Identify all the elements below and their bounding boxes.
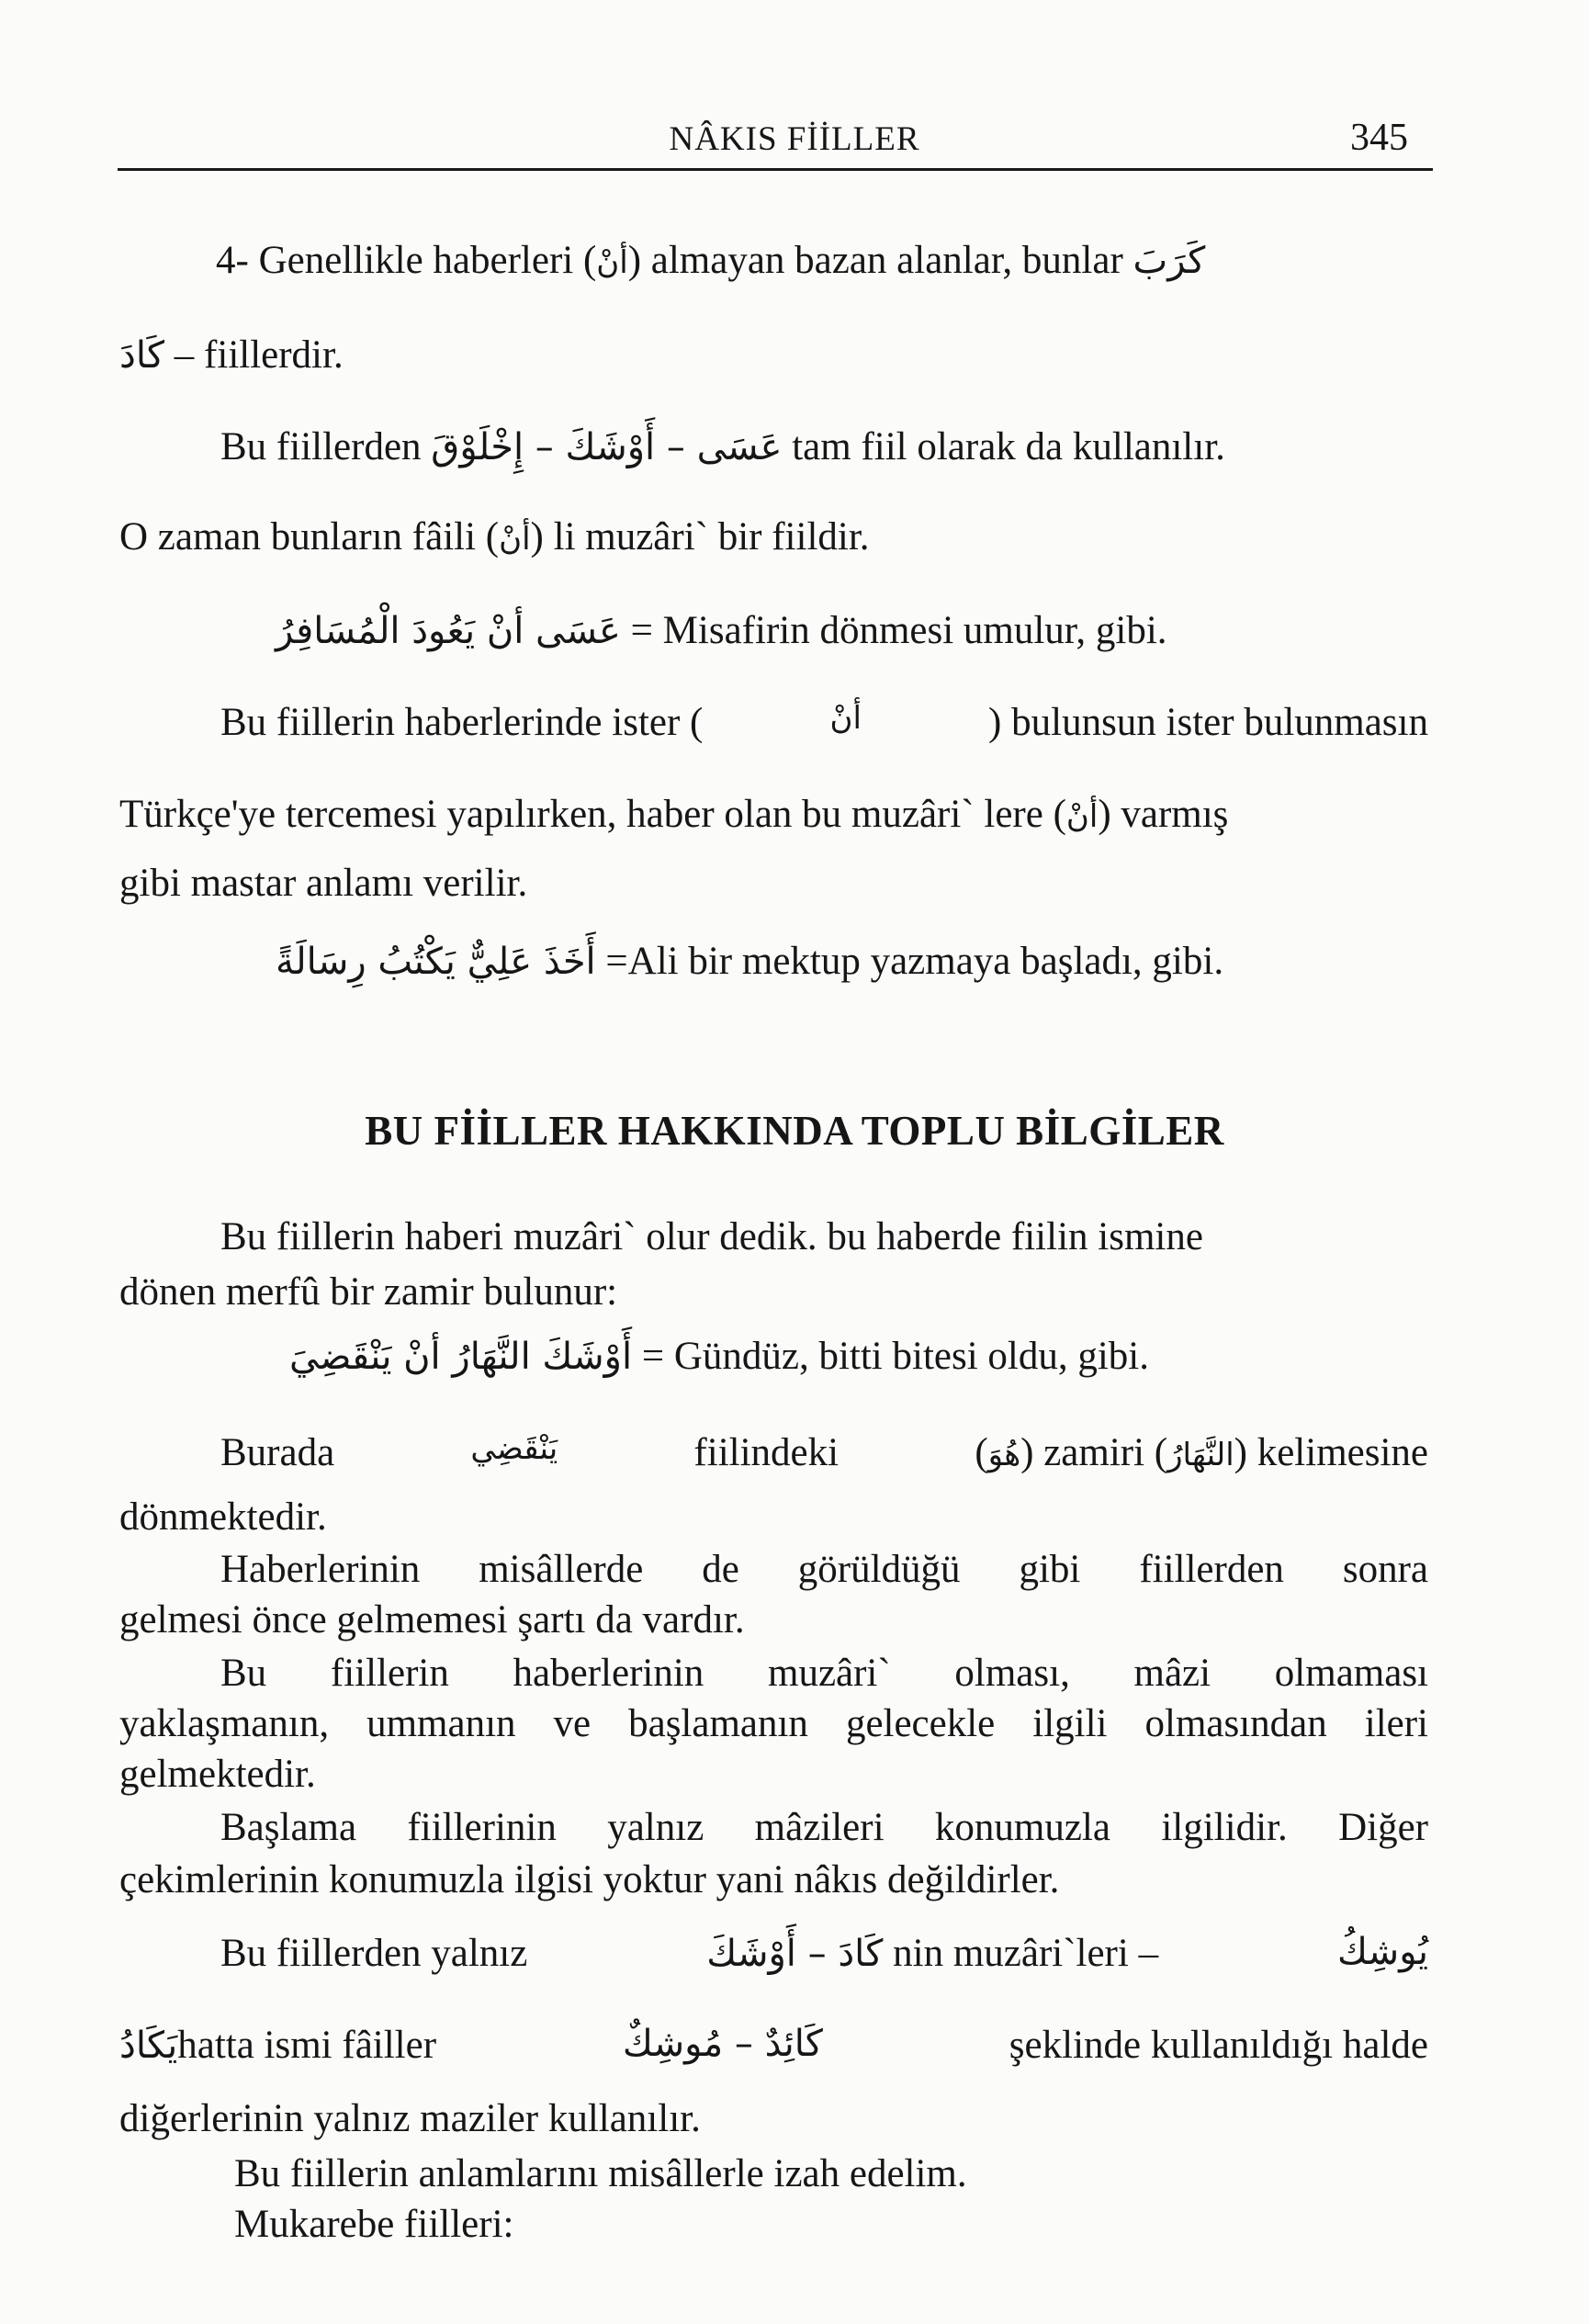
- arabic-example-3: أَوْشَكَ النَّهَارُ أنْ يَنْقَضِيَ: [289, 1336, 633, 1378]
- s6-text-a: Bu fiillerden yalnız: [220, 1932, 528, 1975]
- p2-text-c: O zaman bunların fâili (: [119, 515, 500, 558]
- s6-text-b: nin muzâri`leri –: [893, 1932, 1159, 1975]
- page-number: 345: [1350, 117, 1408, 159]
- s7-line: Bu fiillerin anlamlarını misâllerle izah edelim.: [234, 2152, 967, 2195]
- arabic-annahar: النَّهَارُ: [1167, 1437, 1234, 1473]
- p3-line1: [220, 700, 1428, 744]
- arabic-verbs-list: عَسَى – أَوْشَكَ – إِخْلَوْقَ: [431, 426, 783, 468]
- arabic-an: أنْ: [829, 700, 862, 737]
- p1-text-a: 4- Genellikle haberleri (: [216, 239, 597, 282]
- s2-fiilindeki: fiilindeki: [693, 1431, 840, 1474]
- arabic-an: أنْ: [1065, 798, 1099, 835]
- s6-text-c: hatta ismi fâiller: [177, 2024, 437, 2067]
- s3-line1: Haberlerinin misâllerde de görüldüğü gibi fiillerden sonra: [220, 1548, 1428, 1591]
- s2-burada: Burada: [220, 1431, 335, 1474]
- s3-line2: gelmesi önce gelmemesi şartı da vardır.: [119, 1598, 745, 1641]
- example-1: [276, 611, 1167, 650]
- p2-line2: [119, 517, 870, 557]
- p1-line1: [216, 241, 1205, 280]
- arabic-kaidun-mushikun: كَائِدٌ – مُوشِكٌ: [622, 2023, 823, 2065]
- header-rule: [118, 168, 1433, 171]
- s6-line1: [220, 1931, 1428, 1975]
- s2-kelimesine: ) kelimesine: [1234, 1431, 1428, 1474]
- p1-line2: [119, 335, 344, 375]
- example-3-translation: = Gündüz, bitti bitesi oldu, gibi.: [641, 1335, 1150, 1378]
- p3-text-a: Bu fiillerin haberlerinde ister (: [220, 701, 704, 744]
- s2-line1: [220, 1430, 1428, 1474]
- arabic-karaba: كَرَبَ: [1133, 240, 1206, 282]
- s4-line2: yaklaşmanın, ummanın ve başlamanın gelecekle ilgili olmasından ileri: [119, 1702, 1428, 1745]
- p1-text-end: – fiillerdir.: [174, 333, 344, 377]
- arabic-an: أنْ: [596, 244, 628, 281]
- arabic-yanqadi: يَنْقَضِي: [470, 1430, 558, 1467]
- p3-text-c: Türkçe'ye tercemesi yapılırken, haber olan bu muzâri` lere (: [119, 793, 1066, 836]
- p2-text-b: tam fiil olarak da kullanılır.: [792, 425, 1225, 468]
- arabic-example-1: عَسَى أنْ يَعُودَ الْمُسَافِرُ: [276, 610, 621, 652]
- s2-paren-open: (: [975, 1431, 988, 1474]
- example-1-translation: = Misafirin dönmesi umulur, gibi.: [630, 609, 1167, 652]
- s2-zamiri: ) zamiri (: [1020, 1431, 1168, 1474]
- s6-line3: diğerlerinin yalnız maziler kullanılır.: [119, 2097, 701, 2140]
- s6-line2: [119, 2025, 1428, 2065]
- arabic-yakadu: يَكَادُ: [119, 2025, 178, 2067]
- example-2: [276, 942, 1223, 981]
- s4-line3: gelmektedir.: [119, 1753, 316, 1796]
- s5-line2: çekimlerinin konumuzla ilgisi yoktur yani nâkıs değildirler.: [119, 1858, 1060, 1901]
- arabic-kada-awshaka: كَادَ – أَوْشَكَ: [706, 1933, 884, 1975]
- p2-text-a: Bu fiillerden: [220, 425, 422, 468]
- s2-line2: dönmektedir.: [119, 1495, 327, 1539]
- p3-text-d: ) varmış: [1098, 793, 1229, 836]
- p2-text-d: ) li muzâri` bir fiildir.: [530, 515, 870, 558]
- arabic-huwa: هُوَ: [987, 1437, 1021, 1473]
- s4-line1: Bu fiillerin haberlerinin muzâri` olması, mâzi olmaması: [220, 1652, 1428, 1695]
- p2-line1: [220, 427, 1225, 467]
- p3-text-b: ) bulunsun ister bulunmasın: [988, 701, 1428, 744]
- arabic-yushiku: يُوشِكُ: [1336, 1931, 1428, 1973]
- example-2-translation: =Ali bir mektup yazmaya başladı, gibi.: [605, 940, 1224, 983]
- arabic-kada: كَادَ: [119, 334, 165, 377]
- s1-line2: dönen merfû bir zamir bulunur:: [119, 1270, 618, 1314]
- arabic-an: أنْ: [499, 521, 531, 558]
- s8-line: Mukarebe fiilleri:: [234, 2203, 514, 2246]
- example-3: [289, 1337, 1149, 1376]
- p1-text-b: ) almayan bazan alanlar, bunlar: [627, 239, 1123, 282]
- p3-line2: [119, 795, 1228, 834]
- s1-line1: Bu fiillerin haberi muzâri` olur dedik. bu haberde fiilin ismine: [220, 1215, 1203, 1258]
- arabic-example-2: أَخَذَ عَلِيٌّ يَكْتُبُ رِسَالَةً: [276, 941, 596, 983]
- s6-text-d: şeklinde kullanıldığı halde: [1009, 2024, 1428, 2067]
- s5-line1: Başlama fiillerinin yalnız mâzileri konumuzla ilgilidir. Diğer: [220, 1806, 1428, 1849]
- running-header-title: NÂKIS FİİLLER: [669, 120, 920, 158]
- p3-line3: gibi mastar anlamı verilir.: [119, 862, 528, 905]
- section-heading: BU FİİLLER HAKKINDA TOPLU BİLGİLER: [365, 1108, 1224, 1154]
